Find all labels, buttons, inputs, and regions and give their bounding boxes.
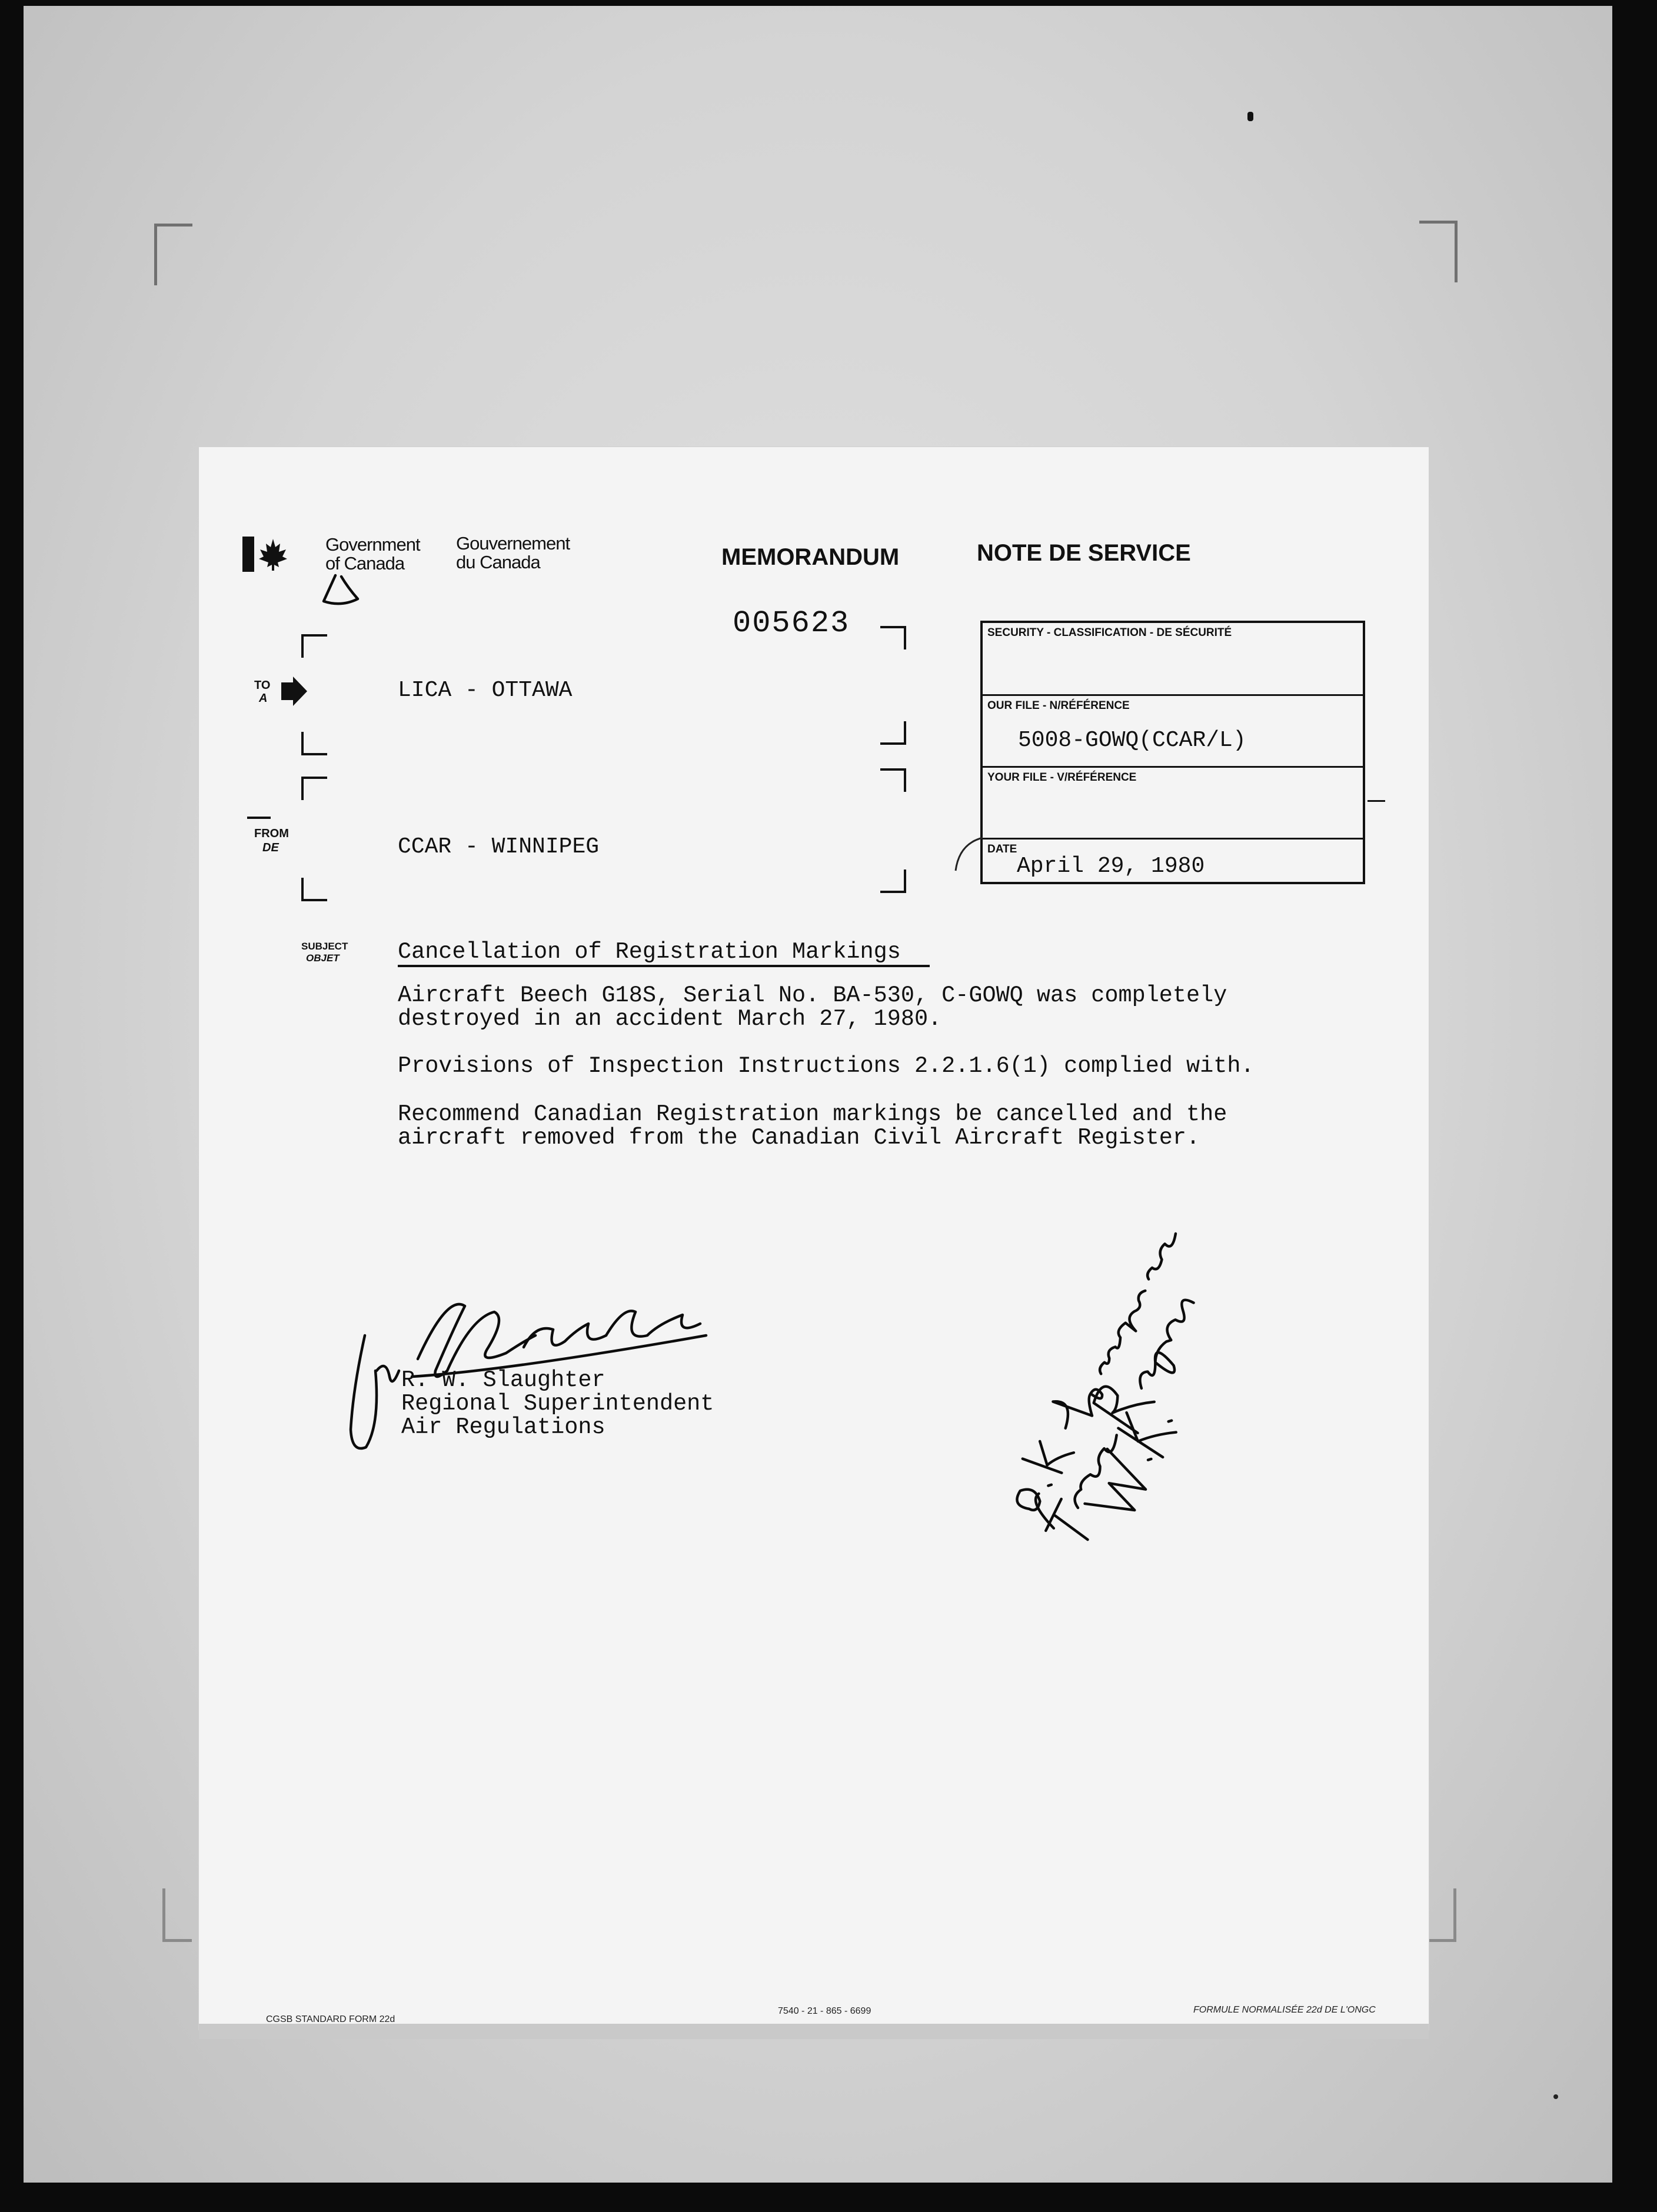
to-label-fr: A [259,692,268,705]
body-p2: Provisions of Inspection Instructions 2.2.1.6(1) complied with. [398,1053,1255,1079]
speck [1247,112,1253,121]
note-de-service-heading: NOTE DE SERVICE [977,540,1191,566]
date-ink-curve [947,835,989,888]
our-file-row [983,696,1363,768]
from-label-rule [247,817,271,819]
footer-center: 7540 - 21 - 865 - 6699 [778,2006,871,2016]
crop-mark-bottom-right [1453,1888,1456,1941]
signer-name: R. W. Slaughter [401,1367,605,1393]
arrow-right-icon [281,677,307,706]
date-row [983,840,1363,884]
security-label: SECURITY - CLASSIFICATION - DE SÉCURITÉ [987,627,1232,639]
subject-text: Cancellation of Registration Markings [398,939,901,965]
your-file-label: YOUR FILE - V/RÉFÉRENCE [987,771,1137,784]
gov-fr-line2: du Canada [456,552,540,572]
crop-mark-top-left [154,224,192,285]
gov-en-line1: Government [325,534,420,555]
memorandum-heading: MEMORANDUM [721,544,900,570]
signer-title: Regional Superintendent [401,1391,714,1417]
subject-label-fr: OBJET [306,952,340,964]
our-file-label: OUR FILE - N/RÉFÉRENCE [987,699,1130,712]
from-bracket-br [880,870,906,893]
from-value: CCAR - WINNIPEG [398,834,600,860]
date-label: DATE [987,843,1017,855]
body-p3-line1: Recommend Canadian Registration markings be cancelled and the [398,1101,1227,1127]
subject-underline [398,965,930,967]
body-p1-line2: destroyed in an accident March 27, 1980. [398,1006,942,1032]
to-bracket-bl [301,732,327,755]
subject-label: SUBJECT [301,941,348,952]
crop-mark-bottom-left-2 [162,1888,165,1941]
from-bracket-bl [301,878,327,901]
signer-dept: Air Regulations [401,1414,605,1440]
memo-sheet-edge [199,2024,1429,2039]
to-bracket-br [880,721,906,745]
serial-number: 005623 [733,606,850,641]
gov-en-line2: of Canada [325,553,405,574]
reference-box [980,621,1365,884]
crop-mark-bottom-right-2 [1427,1939,1456,1942]
ref-box-tick [1367,800,1385,802]
date-value: April 29, 1980 [1017,854,1205,879]
footer-right: FORMULE NORMALISÉE 22d DE L'ONGC [1193,2005,1376,2015]
handwritten-approval-note [930,1194,1283,1559]
handwritten-triangle-mark [318,571,365,612]
crop-mark-bottom-left-3 [162,1939,192,1942]
from-bracket-tl [301,777,327,800]
from-label-fr: DE [262,841,279,854]
from-label: FROM [254,827,289,840]
speck [1553,2094,1558,2099]
canada-flag-icon [242,537,290,572]
to-value: LICA - OTTAWA [398,678,573,703]
body-p3-line2: aircraft removed from the Canadian Civil Aircraft Register. [398,1125,1200,1151]
gov-fr-line1: Gouvernement [456,533,570,554]
serial-bracket [880,626,906,649]
crop-mark-top-right [1419,221,1458,282]
your-file-row [983,768,1363,840]
our-file-value: 5008-GOWQ(CCAR/L) [1018,728,1246,753]
to-bracket-tl [301,634,327,658]
body-p1-line1: Aircraft Beech G18S, Serial No. BA-530, C-GOWQ was completely [398,982,1227,1008]
footer-left: CGSB STANDARD FORM 22d [266,2014,395,2024]
to-label: TO [254,679,271,692]
from-bracket-tr [880,768,906,792]
security-row [983,623,1363,696]
